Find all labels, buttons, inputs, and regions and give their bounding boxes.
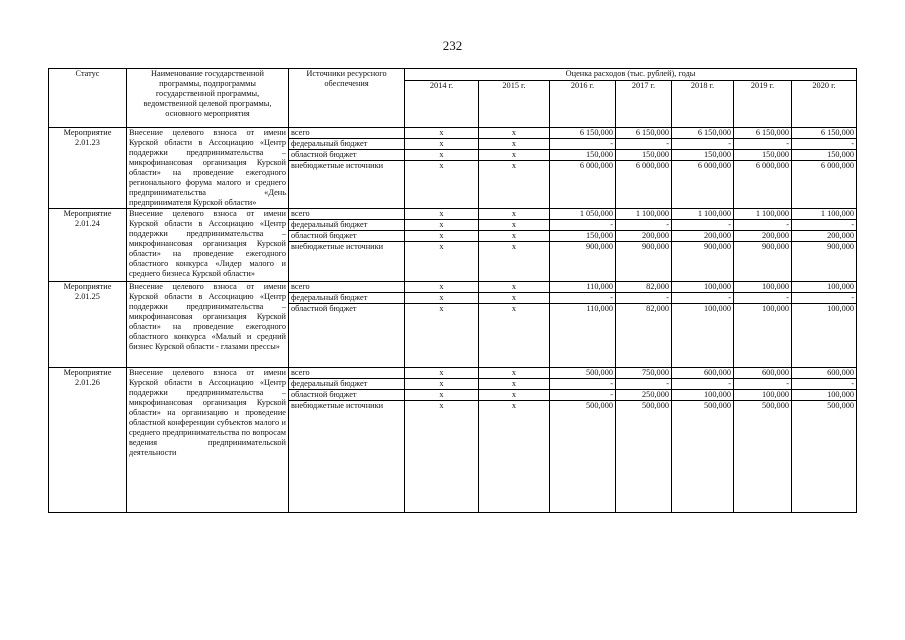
value-cell: 100,000 [672, 282, 734, 293]
value-cell: 1 100,000 [672, 209, 734, 220]
value-cell: 1 100,000 [616, 209, 672, 220]
value-cell: 1 100,000 [792, 209, 857, 220]
value-cell: х [405, 161, 479, 209]
value-cell: х [405, 304, 479, 368]
funding-source: всего [289, 368, 405, 379]
value-cell: 500,000 [734, 401, 792, 513]
value-cell: 6 150,000 [616, 128, 672, 139]
value-cell: 100,000 [792, 282, 857, 293]
value-cell: - [792, 139, 857, 150]
value-cell: 150,000 [550, 150, 616, 161]
value-cell: 600,000 [672, 368, 734, 379]
measure-name: Внесение целевого взноса от имени Курской области в Ассоциацию «Центр поддержки предпринимательства – микрофинансовая организация Курской области» на проведение ежегодного регионального форума малого и среднего предпринимательства «День предпринимателя Курской области» [127, 128, 289, 209]
value-cell: 110,000 [550, 282, 616, 293]
table-row [49, 128, 857, 139]
table-row [49, 209, 857, 220]
header-sources: Источники ресурсного обеспечения [289, 69, 405, 128]
value-cell: 900,000 [550, 242, 616, 282]
value-cell: 150,000 [792, 150, 857, 161]
value-cell: 900,000 [734, 242, 792, 282]
funding-source: всего [289, 282, 405, 293]
value-cell: - [550, 139, 616, 150]
value-cell: 100,000 [734, 304, 792, 368]
value-cell: 6 000,000 [672, 161, 734, 209]
measure-status: Мероприятие 2.01.23 [49, 128, 127, 209]
funding-source: внебюджетные источники [289, 161, 405, 209]
expenditure-table [48, 68, 857, 513]
value-cell: 150,000 [616, 150, 672, 161]
value-cell: 100,000 [734, 390, 792, 401]
header-year: 2020 г. [792, 81, 857, 128]
funding-source: федеральный бюджет [289, 379, 405, 390]
value-cell: х [479, 368, 550, 379]
value-cell: 100,000 [792, 304, 857, 368]
header-year: 2019 г. [734, 81, 792, 128]
measure-status: Мероприятие 2.01.25 [49, 282, 127, 368]
measure-status: Мероприятие 2.01.26 [49, 368, 127, 513]
value-cell: х [479, 304, 550, 368]
value-cell: 110,000 [550, 304, 616, 368]
value-cell: 6 000,000 [792, 161, 857, 209]
funding-source: всего [289, 128, 405, 139]
funding-source: внебюджетные источники [289, 242, 405, 282]
value-cell: 100,000 [792, 390, 857, 401]
value-cell: 750,000 [616, 368, 672, 379]
header-year: 2014 г. [405, 81, 479, 128]
measure-name: Внесение целевого взноса от имени Курской области в Ассоциацию «Центр поддержки предпринимательства – микрофинансовая организация Курской области» на проведение ежегодного областного конкурса «Лидер малого и среднего бизнеса Курской области» [127, 209, 289, 282]
value-cell: - [616, 139, 672, 150]
value-cell: х [479, 379, 550, 390]
value-cell: 1 100,000 [734, 209, 792, 220]
value-cell: - [550, 390, 616, 401]
funding-source: федеральный бюджет [289, 293, 405, 304]
value-cell: х [405, 293, 479, 304]
value-cell: 1 050,000 [550, 209, 616, 220]
funding-source: внебюджетные источники [289, 401, 405, 513]
value-cell: - [734, 293, 792, 304]
funding-source: областной бюджет [289, 150, 405, 161]
value-cell: - [792, 220, 857, 231]
value-cell: х [405, 209, 479, 220]
value-cell: х [479, 209, 550, 220]
value-cell: 500,000 [792, 401, 857, 513]
value-cell: 900,000 [672, 242, 734, 282]
funding-source: областной бюджет [289, 231, 405, 242]
funding-source: федеральный бюджет [289, 139, 405, 150]
page-number: 232 [442, 38, 463, 53]
value-cell: 500,000 [616, 401, 672, 513]
value-cell: 900,000 [616, 242, 672, 282]
header-year: 2018 г. [672, 81, 734, 128]
funding-source: областной бюджет [289, 304, 405, 368]
value-cell: 6 150,000 [734, 128, 792, 139]
value-cell: 500,000 [550, 368, 616, 379]
value-cell: х [479, 401, 550, 513]
value-cell: 6 000,000 [616, 161, 672, 209]
value-cell: - [550, 379, 616, 390]
value-cell: 82,000 [616, 282, 672, 293]
header-row [49, 69, 857, 81]
funding-source: областной бюджет [289, 390, 405, 401]
value-cell: х [479, 293, 550, 304]
value-cell: х [479, 390, 550, 401]
value-cell: х [405, 220, 479, 231]
value-cell: х [405, 282, 479, 293]
value-cell: х [479, 161, 550, 209]
value-cell: - [550, 293, 616, 304]
value-cell: х [479, 220, 550, 231]
value-cell: - [550, 220, 616, 231]
funding-source: всего [289, 209, 405, 220]
value-cell: - [672, 139, 734, 150]
value-cell: 500,000 [550, 401, 616, 513]
value-cell: х [405, 379, 479, 390]
value-cell: х [405, 242, 479, 282]
value-cell: - [672, 293, 734, 304]
value-cell: - [734, 220, 792, 231]
funding-source: федеральный бюджет [289, 220, 405, 231]
value-cell: 100,000 [672, 390, 734, 401]
value-cell: х [405, 401, 479, 513]
value-cell: х [405, 390, 479, 401]
value-cell: х [479, 231, 550, 242]
value-cell: 500,000 [672, 401, 734, 513]
value-cell: 200,000 [792, 231, 857, 242]
measure-status: Мероприятие 2.01.24 [49, 209, 127, 282]
value-cell: 150,000 [550, 231, 616, 242]
value-cell: 150,000 [672, 150, 734, 161]
value-cell: - [672, 220, 734, 231]
value-cell: х [405, 231, 479, 242]
value-cell: 200,000 [734, 231, 792, 242]
value-cell: 200,000 [616, 231, 672, 242]
table-row [49, 368, 857, 379]
value-cell: х [479, 150, 550, 161]
value-cell: 100,000 [672, 304, 734, 368]
value-cell: - [734, 139, 792, 150]
value-cell: 100,000 [734, 282, 792, 293]
value-cell: х [405, 128, 479, 139]
value-cell: - [672, 379, 734, 390]
value-cell: х [479, 242, 550, 282]
value-cell: х [479, 128, 550, 139]
value-cell: х [405, 139, 479, 150]
value-cell: 200,000 [672, 231, 734, 242]
value-cell: - [792, 293, 857, 304]
value-cell: 6 150,000 [672, 128, 734, 139]
value-cell: 250,000 [616, 390, 672, 401]
value-cell: х [479, 282, 550, 293]
value-cell: 600,000 [734, 368, 792, 379]
value-cell: х [405, 150, 479, 161]
value-cell: 82,000 [616, 304, 672, 368]
header-estimate: Оценка расходов (тыс. рублей), годы [405, 69, 857, 81]
value-cell: 900,000 [792, 242, 857, 282]
header-status: Статус [49, 69, 127, 128]
header-name: Наименование государственной программы, подпрограммы государственной программы, ведомственной целевой программы, основного мероприятия [127, 69, 289, 128]
table-row [49, 282, 857, 293]
value-cell: х [405, 368, 479, 379]
header-year: 2015 г. [479, 81, 550, 128]
value-cell: - [734, 379, 792, 390]
value-cell: - [792, 379, 857, 390]
value-cell: 6 000,000 [734, 161, 792, 209]
value-cell: - [616, 293, 672, 304]
measure-name: Внесение целевого взноса от имени Курской области в Ассоциацию «Центр поддержки предпринимательства – микрофинансовая организация Курской области» на организацию и проведение областной конференции субъектов малого и среднего предпринимательства по вопросам ведения предпринимательской деятельности [127, 368, 289, 513]
value-cell: 150,000 [734, 150, 792, 161]
value-cell: 600,000 [792, 368, 857, 379]
value-cell: х [479, 139, 550, 150]
header-year: 2016 г. [550, 81, 616, 128]
measure-name: Внесение целевого взноса от имени Курской области в Ассоциацию «Центр поддержки предпринимательства – микрофинансовая организация Курской области» на проведение ежегодного областного конкурса «Малый и средний бизнес Курской области - глазами прессы» [127, 282, 289, 368]
value-cell: - [616, 379, 672, 390]
header-year: 2017 г. [616, 81, 672, 128]
value-cell: 6 000,000 [550, 161, 616, 209]
value-cell: 6 150,000 [792, 128, 857, 139]
value-cell: - [616, 220, 672, 231]
value-cell: 6 150,000 [550, 128, 616, 139]
